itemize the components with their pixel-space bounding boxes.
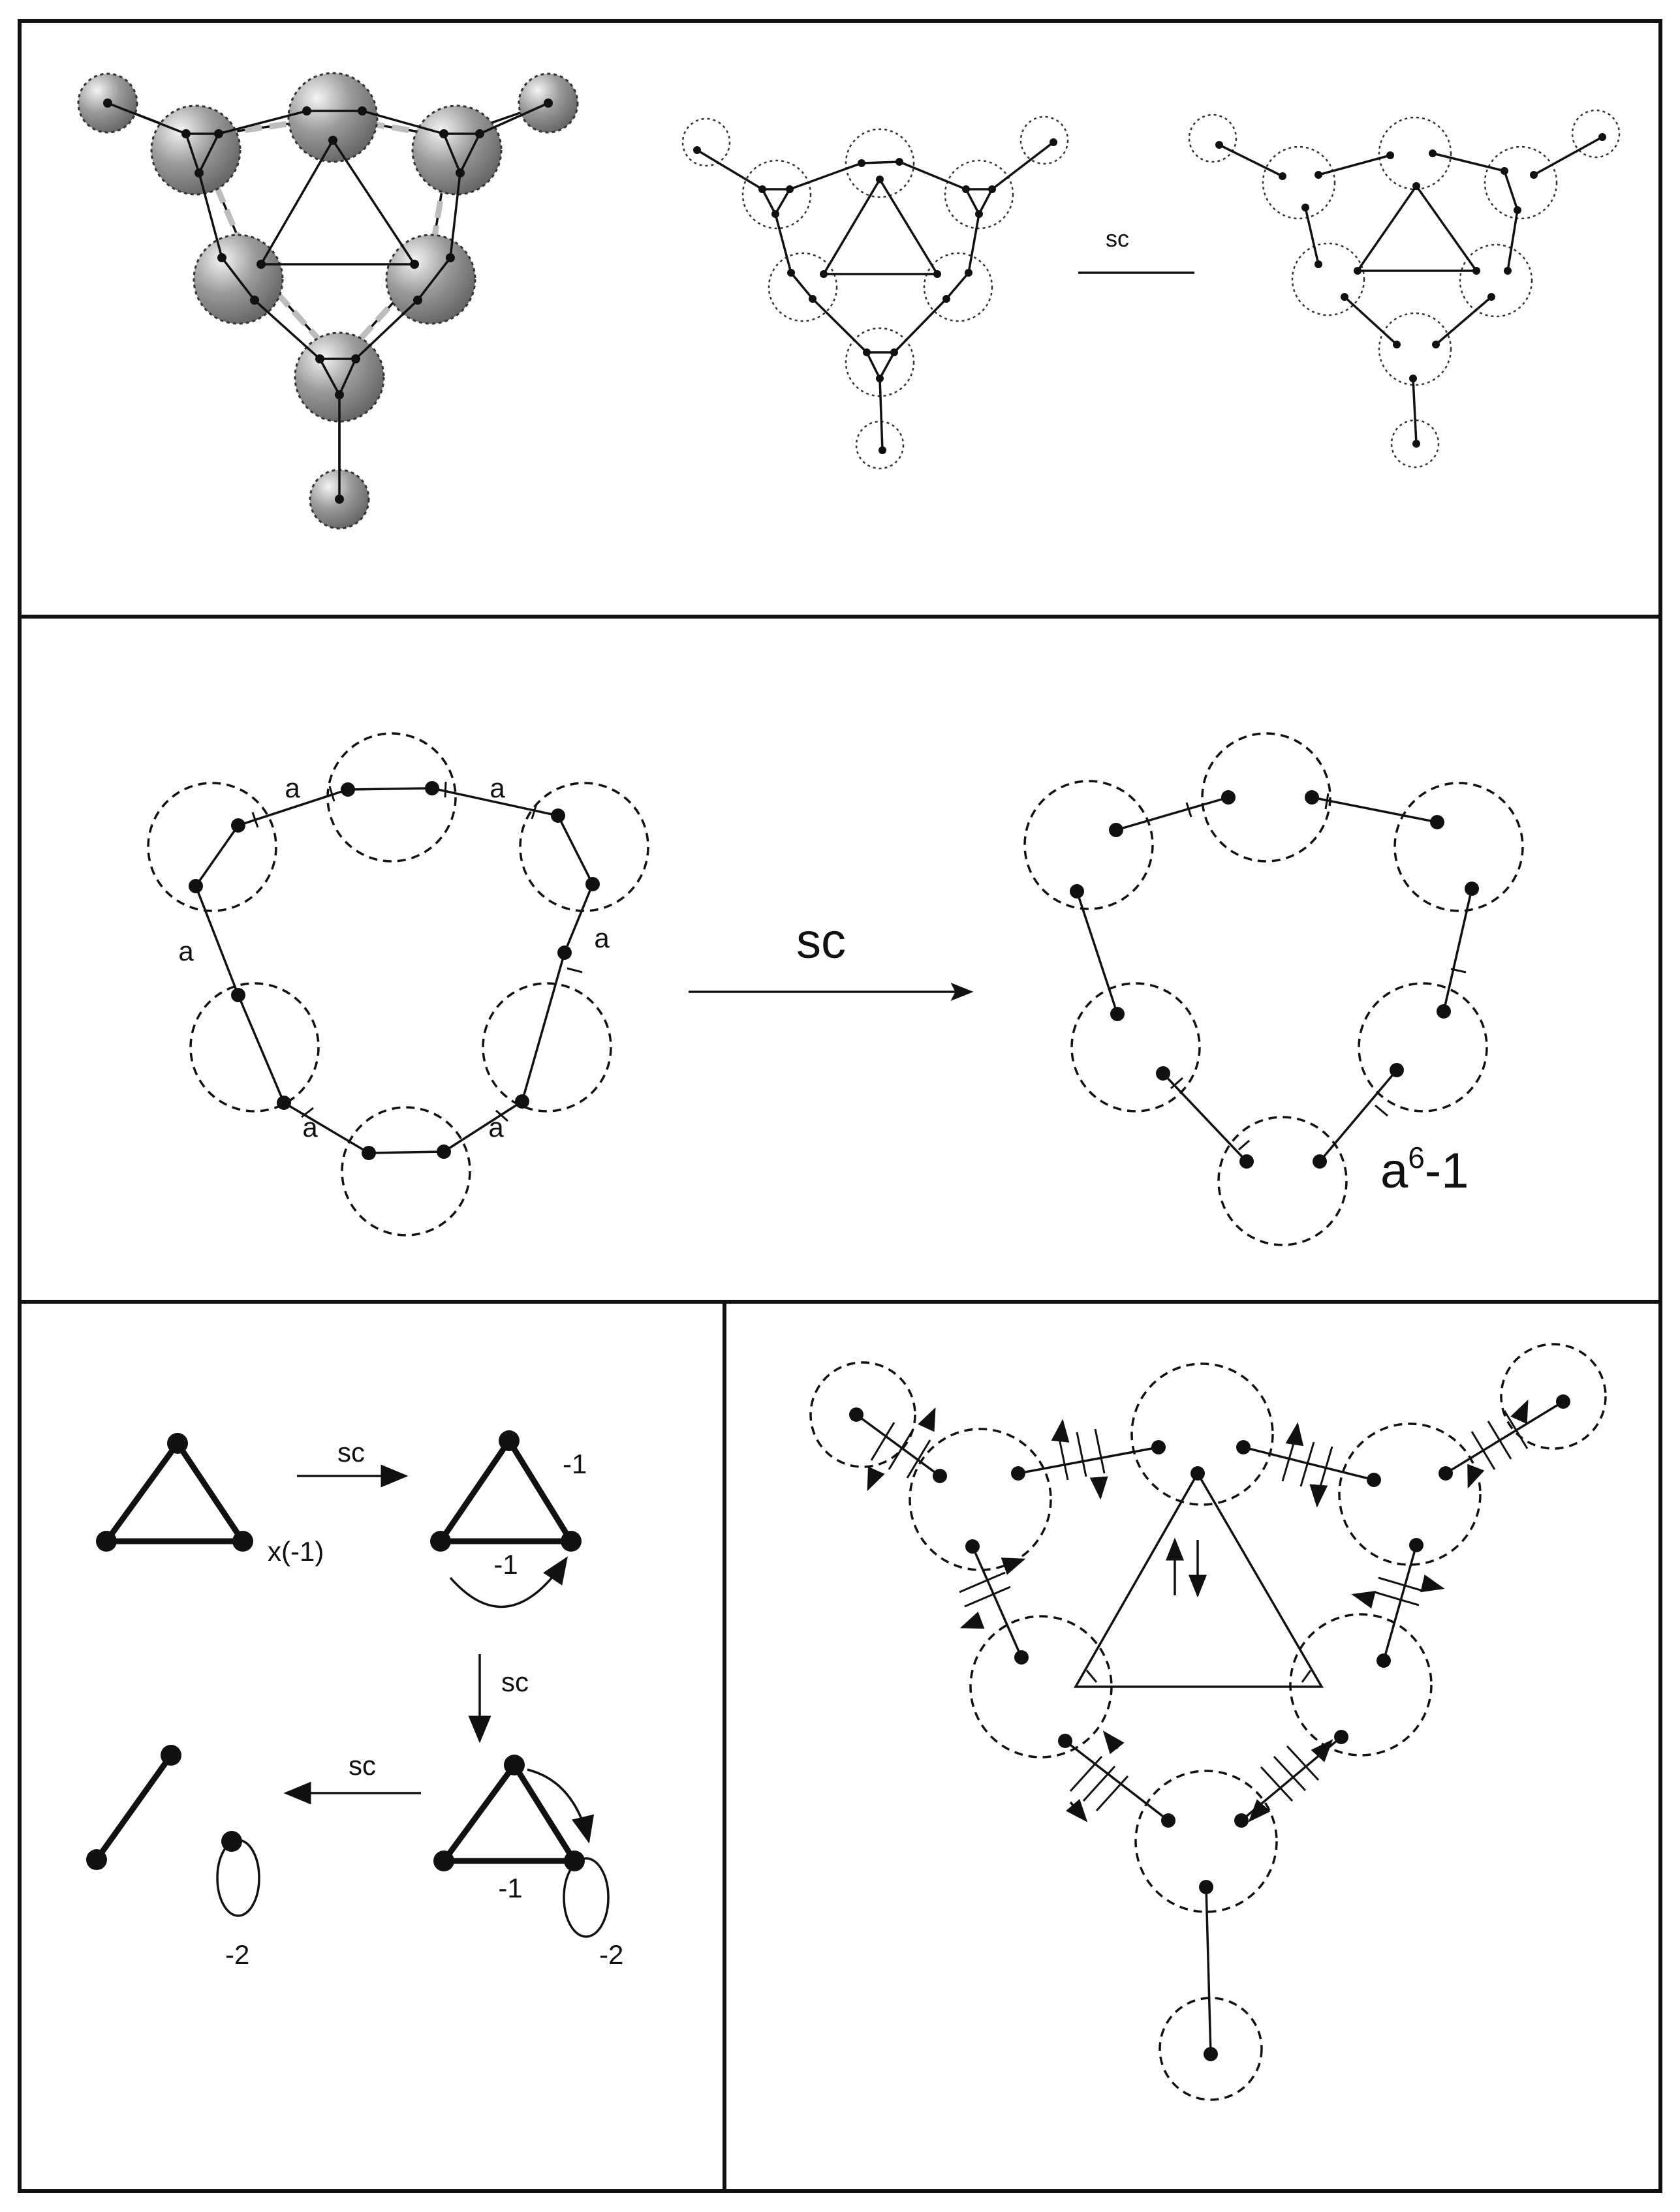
- panel-middle: [148, 733, 1523, 1245]
- final-loop-weight: -2: [225, 1939, 250, 1970]
- figure-frame: [20, 21, 1660, 2191]
- group-circle: [342, 1107, 470, 1235]
- molecule-3d-rendering: [78, 73, 578, 529]
- top-sc-label: sc: [1106, 225, 1129, 252]
- group-circle: [1025, 781, 1153, 909]
- middle-sc-operator: [689, 914, 971, 992]
- panel-bottom-left: [86, 1430, 623, 1970]
- triangle-step-2: [430, 1430, 587, 1606]
- hexagon-nodes: [189, 781, 600, 1160]
- group-circle: [520, 783, 648, 911]
- graph-top-before-edges: [697, 142, 1053, 450]
- step2-sc-label: sc: [501, 1667, 529, 1697]
- sphere-atom-top: [288, 73, 377, 162]
- triangle3-loop: [564, 1858, 608, 1937]
- final-loop: [217, 1840, 259, 1916]
- triangle-step-3: [433, 1755, 623, 1970]
- hexagon-cycle: [196, 788, 593, 1153]
- triangle3-loop-weight: -2: [599, 1939, 624, 1970]
- bottom-right-spin-arrows: [868, 1402, 1527, 1820]
- sc-arrow-step-1: [297, 1437, 406, 1476]
- bottom-right-edges: [856, 1402, 1563, 2054]
- panel-top: [78, 73, 1619, 529]
- edge-label-bottom-left: a: [302, 1112, 318, 1143]
- edge-label-right: a: [594, 923, 610, 953]
- factor-label: x(-1): [268, 1536, 324, 1567]
- step1-sc-label: sc: [337, 1437, 365, 1467]
- edge-label-left: a: [178, 936, 194, 966]
- triangle3-edge-weight: -1: [498, 1873, 523, 1903]
- triangle2-edge-weight: -1: [493, 1549, 518, 1580]
- result-suffix: -1: [1424, 1143, 1469, 1199]
- sphere-atom-lower-right: [386, 235, 475, 324]
- group-circle: [483, 983, 611, 1111]
- edge-label-bottom-right: a: [488, 1112, 504, 1143]
- outer-border: [20, 21, 1660, 2191]
- step3-sc-label: sc: [349, 1750, 376, 1781]
- hexagon-ticks: [253, 782, 582, 1121]
- result-base: a: [1380, 1143, 1408, 1199]
- sphere-atom-upper-left: [151, 106, 240, 194]
- graph-top-before-groups: [683, 117, 1068, 469]
- hexagon-graph-after: [1025, 733, 1523, 1245]
- hexagon-graph-before: [148, 733, 648, 1235]
- panel-bottom-right: [811, 1344, 1606, 2100]
- group-circle: [1395, 783, 1523, 911]
- triangle2-vertex-weight: -1: [563, 1449, 587, 1479]
- group-circle: [148, 783, 276, 911]
- group-circle: [328, 733, 456, 861]
- hexagon-after-ticks: [1171, 793, 1466, 1150]
- graph-top-before: [683, 117, 1068, 469]
- edge-label-top-left: a: [285, 773, 300, 803]
- hexagon-after-edges: [1077, 797, 1472, 1161]
- sc-arrow-step-2: [480, 1654, 529, 1741]
- top-sc-operator: [1078, 225, 1194, 273]
- result-exponent: 6: [1408, 1141, 1425, 1175]
- sc-arrow-step-3: [286, 1750, 421, 1793]
- final-graph: [86, 1745, 259, 1970]
- triangle-step-1: [96, 1433, 324, 1567]
- graph-top-after: [1189, 110, 1619, 467]
- result-expression: [1380, 1141, 1469, 1199]
- sphere-atom-upper-right: [412, 106, 501, 194]
- group-circle: [1219, 1117, 1346, 1245]
- graph-top-after-edges: [1215, 133, 1606, 448]
- middle-sc-label: sc: [796, 914, 846, 969]
- edge-label-top-right: a: [490, 773, 505, 803]
- group-circle: [191, 983, 319, 1111]
